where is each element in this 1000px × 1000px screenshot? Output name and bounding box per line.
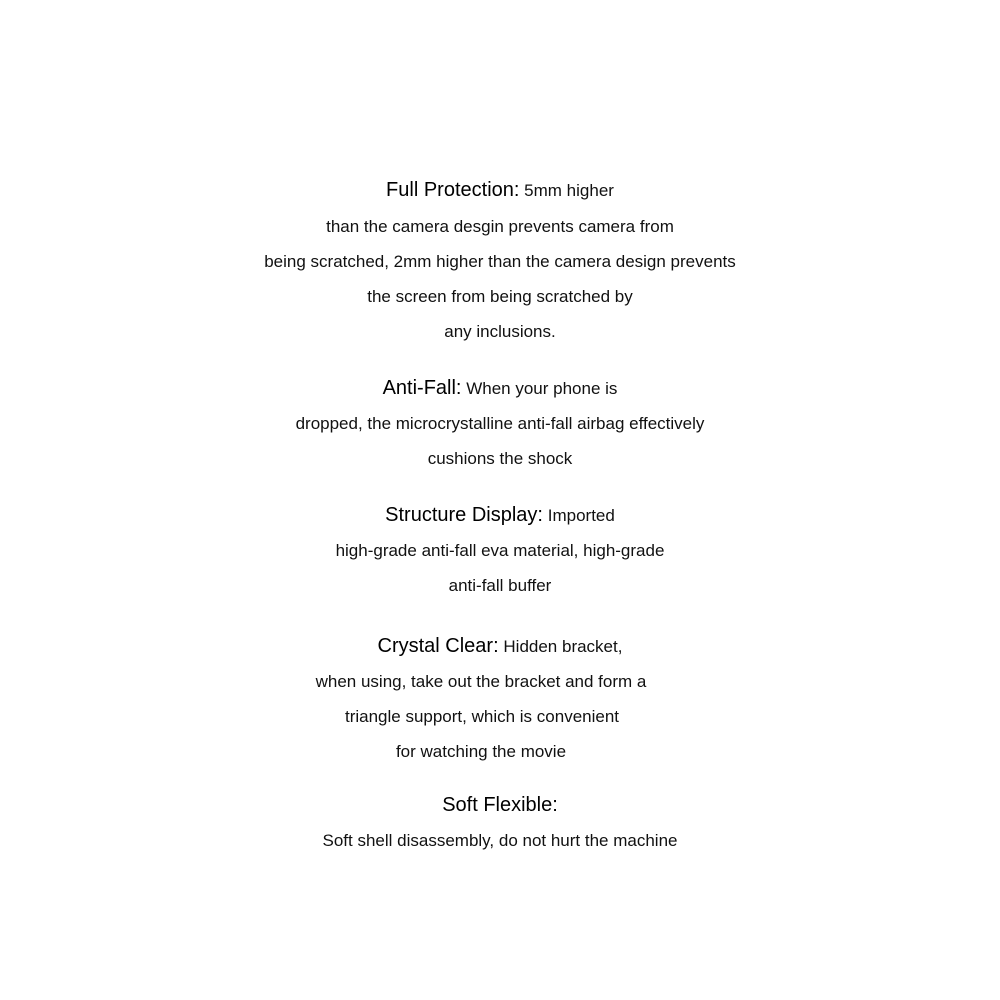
section-text-line: Soft shell disassembly, do not hurt the machine [322, 831, 678, 850]
anti-fall-heading-line [0, 377, 1000, 400]
section-text-line: dropped, the microcrystalline anti-fall airbag effectively [295, 414, 705, 433]
section-heading: Structure Display: [385, 504, 543, 526]
section-heading: Soft Flexible: [442, 794, 558, 816]
section-text-line: triangle support, which is convenient [344, 707, 620, 726]
section-text-line: the screen from being scratched by [367, 287, 633, 306]
soft-flexible-heading-line [0, 794, 1000, 817]
section-text-line: cushions the shock [427, 449, 573, 468]
section-text-line: when using, take out the bracket and form a [315, 672, 647, 691]
section-heading: Full Protection: [386, 179, 520, 201]
section-text: Imported [547, 506, 615, 525]
section-text-line: high-grade anti-fall eva material, high-grade [335, 541, 665, 560]
full-protection-heading-line [0, 179, 1000, 202]
structure-display-heading-line [0, 504, 1000, 527]
crystal-clear-heading-line [0, 635, 1000, 658]
section-text-line: for watching the movie [395, 742, 567, 761]
section-heading: Crystal Clear: [377, 635, 499, 657]
section-text-line: being scratched, 2mm higher than the camera design prevents [264, 252, 736, 271]
section-text: When your phone is [466, 379, 618, 398]
section-heading: Anti-Fall: [382, 377, 462, 399]
section-text: Hidden bracket, [503, 637, 623, 656]
section-text: 5mm higher [524, 181, 614, 200]
section-text-line: anti-fall buffer [448, 576, 552, 595]
section-text-line: than the camera desgin prevents camera from [326, 217, 674, 236]
section-text-line: any inclusions. [444, 322, 556, 341]
